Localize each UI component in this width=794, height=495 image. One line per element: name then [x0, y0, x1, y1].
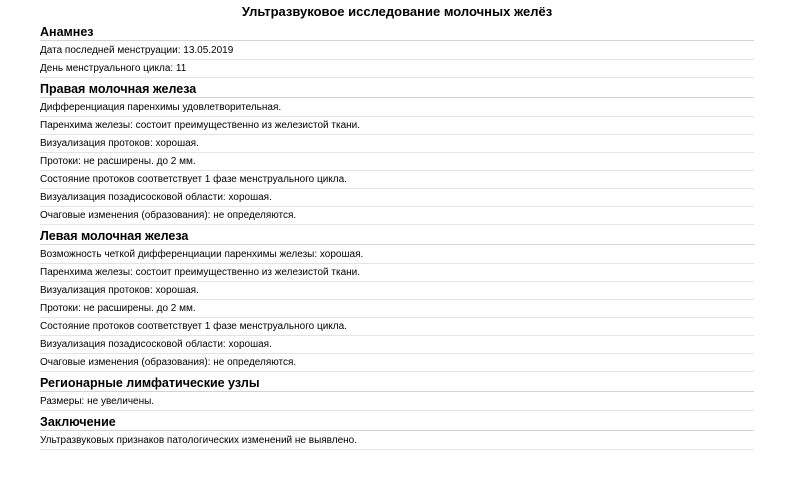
left-breast-line: Возможность четкой дифференциации паренхимы железы: хорошая. — [40, 245, 754, 264]
section-heading-anamnesis: Анамнез — [40, 21, 754, 41]
section-heading-left-breast: Левая молочная железа — [40, 225, 754, 245]
section-heading-lymph-nodes: Регионарные лимфатические узлы — [40, 372, 754, 392]
section-heading-right-breast: Правая молочная железа — [40, 78, 754, 98]
left-breast-line: Очаговые изменения (образования): не определяются. — [40, 354, 754, 372]
left-breast-line: Состояние протоков соответствует 1 фазе менструального цикла. — [40, 318, 754, 336]
right-breast-line: Визуализация позадисосковой области: хорошая. — [40, 189, 754, 207]
conclusion-line: Ультразвуковых признаков патологических изменений не выявлено. — [40, 431, 754, 450]
section-anamnesis — [40, 21, 754, 78]
anamnesis-last-menstruation-date: Дата последней менструации: 13.05.2019 — [40, 41, 754, 60]
section-lymph-nodes — [40, 372, 754, 411]
document-title: Ультразвуковое исследование молочных желёз — [241, 4, 553, 19]
left-breast-line: Протоки: не расширены. до 2 мм. — [40, 300, 754, 318]
section-heading-conclusion: Заключение — [40, 411, 754, 431]
right-breast-line: Протоки: не расширены. до 2 мм. — [40, 153, 754, 171]
section-conclusion — [40, 411, 754, 450]
lymph-nodes-line: Размеры: не увеличены. — [40, 392, 754, 411]
left-breast-line: Паренхима железы: состоит преимущественно из железистой ткани. — [40, 264, 754, 282]
section-left-breast — [40, 225, 754, 372]
left-breast-line: Визуализация протоков: хорошая. — [40, 282, 754, 300]
left-breast-line: Визуализация позадисосковой области: хорошая. — [40, 336, 754, 354]
right-breast-line: Очаговые изменения (образования): не определяются. — [40, 207, 754, 225]
right-breast-line: Паренхима железы: состоит преимущественно из железистой ткани. — [40, 117, 754, 135]
right-breast-line: Визуализация протоков: хорошая. — [40, 135, 754, 153]
right-breast-line: Состояние протоков соответствует 1 фазе менструального цикла. — [40, 171, 754, 189]
anamnesis-cycle-day: День менструального цикла: 11 — [40, 60, 754, 78]
right-breast-line: Дифференциация паренхимы удовлетворительная. — [40, 98, 754, 117]
section-right-breast — [40, 78, 754, 225]
